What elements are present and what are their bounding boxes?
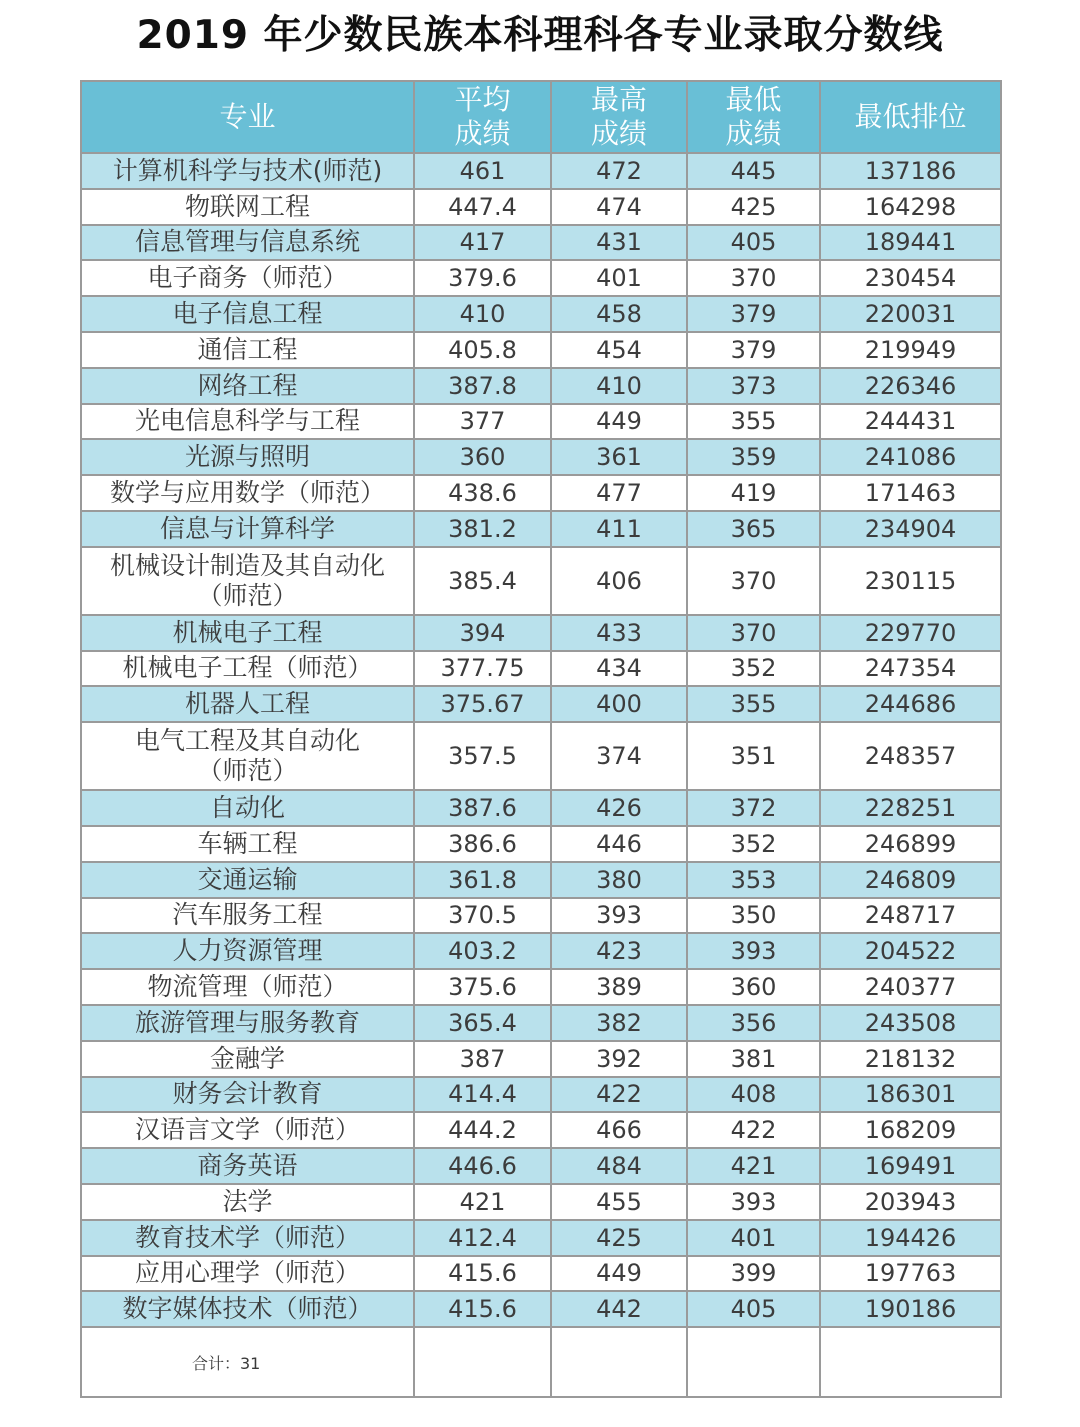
cell-lowest-rank: 190186 [820,1291,1001,1327]
table-row [81,296,1001,332]
header-average-score-line: 平均 [454,83,511,116]
cell-lowest-score: 425 [687,189,820,225]
cell-average-score: 421 [414,1184,551,1220]
cell-lowest-rank: 137186 [820,153,1001,189]
cell-average-score: 360 [414,439,551,475]
cell-lowest-rank: 164298 [820,189,1001,225]
header-lowest-score-line: 最低 [725,83,782,116]
cell-average-score: 386.6 [414,826,551,862]
cell-highest-score: 426 [551,790,687,826]
cell-lowest-rank: 204522 [820,933,1001,969]
cell-average-score: 405.8 [414,332,551,368]
cell-lowest-score: 355 [687,686,820,722]
table-row [81,225,1001,261]
cell-lowest-score: 373 [687,368,820,404]
cell-lowest-score: 408 [687,1077,820,1113]
cell-major [81,368,414,404]
header-lowest-rank: 最低排位 [820,81,1001,153]
cell-lowest-rank: 203943 [820,1184,1001,1220]
cell-major [81,933,414,969]
cell-lowest-score: 352 [687,651,820,687]
table-row [81,1041,1001,1077]
cell-lowest-score: 370 [687,260,820,296]
major-name-line: 光电信息科学与工程 [134,406,360,436]
cell-major [81,722,414,790]
cell-average-score: 415.6 [414,1291,551,1327]
major-name-line: 机器人工程 [184,689,310,719]
major-name-line: 机械设计制造及其自动化 [109,550,385,580]
table-row [81,189,1001,225]
cell-major [81,439,414,475]
cell-major [81,225,414,261]
major-name-line: 机械电子工程（师范） [122,653,373,683]
cell-lowest-rank: 240377 [820,969,1001,1005]
cell-major [81,1112,414,1148]
cell-lowest-score: 353 [687,862,820,898]
cell-lowest-rank: 218132 [820,1041,1001,1077]
total-empty-cell [414,1327,551,1397]
cell-lowest-rank: 168209 [820,1112,1001,1148]
cell-lowest-rank: 219949 [820,332,1001,368]
cell-lowest-rank: 243508 [820,1005,1001,1041]
table-row [81,1148,1001,1184]
cell-highest-score: 425 [551,1220,687,1256]
major-name-line: （师范） [197,580,298,610]
table-row [81,1256,1001,1292]
cell-major [81,475,414,511]
cell-average-score: 387.8 [414,368,551,404]
cell-lowest-score: 421 [687,1148,820,1184]
cell-highest-score: 446 [551,826,687,862]
cell-highest-score: 449 [551,404,687,440]
table-row [81,826,1001,862]
cell-major [81,404,414,440]
major-name-line: 通信工程 [197,334,298,364]
table-row [81,898,1001,934]
cell-highest-score: 458 [551,296,687,332]
cell-major [81,1184,414,1220]
cell-lowest-rank: 220031 [820,296,1001,332]
total-count: 合计：31 [81,1327,414,1397]
cell-lowest-score: 360 [687,969,820,1005]
cell-average-score: 461 [414,153,551,189]
table-row [81,368,1001,404]
total-empty-cell [820,1327,1001,1397]
cell-average-score: 414.4 [414,1077,551,1113]
cell-lowest-score: 399 [687,1256,820,1292]
major-name-line: 交通运输 [197,864,298,894]
cell-lowest-rank: 228251 [820,790,1001,826]
cell-lowest-rank: 246899 [820,826,1001,862]
cell-major [81,1041,414,1077]
cell-lowest-score: 393 [687,1184,820,1220]
cell-major [81,969,414,1005]
total-empty-cell [687,1327,820,1397]
cell-average-score: 385.4 [414,547,551,615]
cell-highest-score: 393 [551,898,687,934]
cell-lowest-rank: 226346 [820,368,1001,404]
cell-highest-score: 380 [551,862,687,898]
cell-lowest-rank: 234904 [820,511,1001,547]
cell-average-score: 375.67 [414,686,551,722]
cell-major [81,1256,414,1292]
cell-average-score: 410 [414,296,551,332]
header-highest-score-line: 最高 [590,83,647,116]
cell-highest-score: 474 [551,189,687,225]
table-row [81,686,1001,722]
page-title: 2019 年少数民族本科理科各专业录取分数线 [136,13,944,58]
cell-average-score: 377.75 [414,651,551,687]
cell-lowest-rank: 230454 [820,260,1001,296]
table-total-row [81,1327,1001,1397]
cell-major [81,189,414,225]
major-name-line: 教育技术学（师范） [134,1222,360,1252]
header-lowest-score-line: 成绩 [725,117,782,150]
cell-highest-score: 434 [551,651,687,687]
cell-lowest-score: 350 [687,898,820,934]
table-header-row [81,81,1001,153]
cell-average-score: 375.6 [414,969,551,1005]
table-row [81,790,1001,826]
table-row [81,153,1001,189]
cell-highest-score: 392 [551,1041,687,1077]
major-name-line: 信息与计算科学 [159,513,335,543]
table-row [81,862,1001,898]
cell-average-score: 379.6 [414,260,551,296]
header-highest-score-line: 成绩 [590,117,647,150]
cell-major [81,547,414,615]
cell-lowest-score: 365 [687,511,820,547]
cell-average-score: 394 [414,615,551,651]
cell-average-score: 361.8 [414,862,551,898]
cell-average-score: 377 [414,404,551,440]
cell-highest-score: 477 [551,475,687,511]
cell-lowest-score: 422 [687,1112,820,1148]
cell-lowest-rank: 246809 [820,862,1001,898]
major-name-line: 数字媒体技术（师范） [122,1294,373,1324]
table-row [81,1184,1001,1220]
major-name-line: （师范） [197,756,298,786]
header-lowest-score [687,81,820,153]
header-average-score [414,81,551,153]
cell-lowest-score: 419 [687,475,820,511]
cell-major [81,826,414,862]
cell-highest-score: 406 [551,547,687,615]
cell-highest-score: 400 [551,686,687,722]
cell-highest-score: 484 [551,1148,687,1184]
major-name-line: 人力资源管理 [172,936,323,966]
cell-average-score: 403.2 [414,933,551,969]
cell-lowest-rank: 244686 [820,686,1001,722]
cell-major [81,260,414,296]
cell-highest-score: 449 [551,1256,687,1292]
cell-average-score: 357.5 [414,722,551,790]
cell-major [81,153,414,189]
cell-lowest-rank: 194426 [820,1220,1001,1256]
table-row [81,933,1001,969]
table-row [81,1077,1001,1113]
table-row [81,651,1001,687]
cell-average-score: 387 [414,1041,551,1077]
major-name-line: 商务英语 [197,1151,298,1181]
cell-lowest-score: 372 [687,790,820,826]
table-row [81,722,1001,790]
cell-lowest-score: 405 [687,225,820,261]
header-average-score-line: 成绩 [454,117,511,150]
table-row [81,260,1001,296]
major-name-line: 物联网工程 [184,191,310,221]
major-name-line: 网络工程 [197,370,298,400]
cell-lowest-score: 356 [687,1005,820,1041]
cell-average-score: 370.5 [414,898,551,934]
table-row [81,1291,1001,1327]
cell-major [81,296,414,332]
cell-average-score: 446.6 [414,1148,551,1184]
major-name-line: 光源与照明 [184,442,310,472]
cell-highest-score: 374 [551,722,687,790]
cell-lowest-rank: 230115 [820,547,1001,615]
cell-highest-score: 454 [551,332,687,368]
cell-major [81,1005,414,1041]
cell-highest-score: 466 [551,1112,687,1148]
major-name-line: 电子商务（师范） [147,263,348,293]
cell-major [81,1291,414,1327]
cell-lowest-rank: 197763 [820,1256,1001,1292]
cell-lowest-score: 401 [687,1220,820,1256]
cell-lowest-score: 379 [687,332,820,368]
table-row [81,1112,1001,1148]
cell-major [81,790,414,826]
cell-lowest-rank: 169491 [820,1148,1001,1184]
cell-lowest-score: 379 [687,296,820,332]
cell-lowest-score: 405 [687,1291,820,1327]
cell-highest-score: 472 [551,153,687,189]
cell-average-score: 447.4 [414,189,551,225]
major-name-line: 应用心理学（师范） [134,1258,360,1288]
cell-highest-score: 422 [551,1077,687,1113]
cell-lowest-score: 393 [687,933,820,969]
cell-average-score: 387.6 [414,790,551,826]
major-name-line: 财务会计教育 [172,1079,323,1109]
cell-major [81,1220,414,1256]
table-row [81,1005,1001,1041]
cell-lowest-rank: 244431 [820,404,1001,440]
cell-average-score: 438.6 [414,475,551,511]
table-body [81,153,1001,1327]
cell-lowest-rank: 229770 [820,615,1001,651]
cell-major [81,898,414,934]
major-name-line: 车辆工程 [197,828,298,858]
major-name-line: 汉语言文学（师范） [134,1115,360,1145]
cell-average-score: 365.4 [414,1005,551,1041]
table-row [81,1220,1001,1256]
cell-lowest-rank: 247354 [820,651,1001,687]
cell-average-score: 415.6 [414,1256,551,1292]
table-row [81,547,1001,615]
cell-highest-score: 411 [551,511,687,547]
cell-highest-score: 423 [551,933,687,969]
cell-major [81,615,414,651]
table-row [81,511,1001,547]
cell-highest-score: 410 [551,368,687,404]
admission-score-table [80,80,1002,1398]
table-row [81,615,1001,651]
cell-highest-score: 389 [551,969,687,1005]
cell-lowest-score: 351 [687,722,820,790]
cell-highest-score: 361 [551,439,687,475]
header-major: 专业 [81,81,414,153]
major-name-line: 金融学 [209,1043,285,1073]
cell-lowest-rank: 241086 [820,439,1001,475]
cell-lowest-rank: 171463 [820,475,1001,511]
cell-lowest-score: 445 [687,153,820,189]
major-name-line: 电子信息工程 [172,299,323,329]
major-name-line: 汽车服务工程 [172,900,323,930]
cell-lowest-rank: 189441 [820,225,1001,261]
cell-lowest-score: 352 [687,826,820,862]
header-highest-score [551,81,687,153]
cell-lowest-rank: 248717 [820,898,1001,934]
cell-highest-score: 442 [551,1291,687,1327]
table-row [81,969,1001,1005]
cell-average-score: 417 [414,225,551,261]
total-empty-cell [551,1327,687,1397]
cell-major [81,1077,414,1113]
cell-lowest-rank: 248357 [820,722,1001,790]
table-row [81,475,1001,511]
table-row [81,439,1001,475]
cell-major [81,862,414,898]
major-name-line: 法学 [222,1186,273,1216]
cell-lowest-score: 355 [687,404,820,440]
major-name-line: 计算机科学与技术(师范) [112,155,383,185]
cell-major [81,1148,414,1184]
cell-average-score: 412.4 [414,1220,551,1256]
cell-major [81,651,414,687]
cell-major [81,511,414,547]
cell-major [81,332,414,368]
major-name-line: 自动化 [209,793,285,823]
table-row [81,404,1001,440]
cell-lowest-score: 381 [687,1041,820,1077]
major-name-line: 机械电子工程 [172,617,323,647]
cell-lowest-rank: 186301 [820,1077,1001,1113]
table-row [81,332,1001,368]
cell-lowest-score: 370 [687,547,820,615]
cell-average-score: 381.2 [414,511,551,547]
cell-lowest-score: 359 [687,439,820,475]
major-name-line: 信息管理与信息系统 [134,227,360,257]
cell-highest-score: 382 [551,1005,687,1041]
cell-highest-score: 433 [551,615,687,651]
major-name-line: 旅游管理与服务教育 [134,1007,360,1037]
major-name-line: 物流管理（师范） [147,972,348,1002]
cell-lowest-score: 370 [687,615,820,651]
cell-major [81,686,414,722]
cell-highest-score: 431 [551,225,687,261]
cell-average-score: 444.2 [414,1112,551,1148]
major-name-line: 数学与应用数学（师范） [109,478,385,508]
cell-highest-score: 401 [551,260,687,296]
cell-highest-score: 455 [551,1184,687,1220]
major-name-line: 电气工程及其自动化 [134,726,360,756]
